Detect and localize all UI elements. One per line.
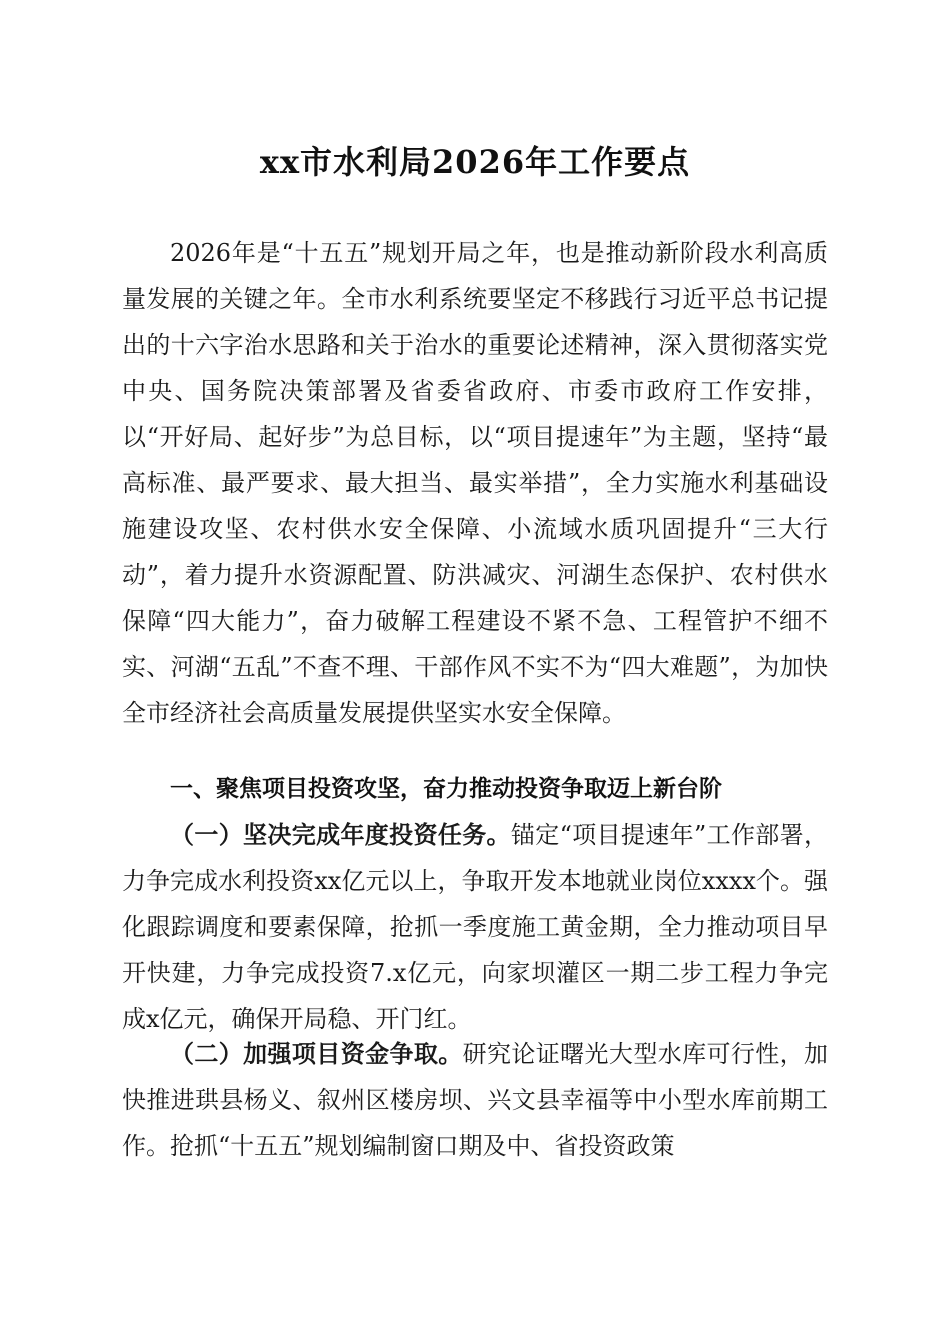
item-1-lead: （一）坚决完成年度投资任务。 <box>170 820 511 849</box>
section-heading-1: 一、聚焦项目投资攻坚，奋力推动投资争取迈上新台阶 <box>170 776 722 802</box>
intro-paragraph: 2026年是“十五五”规划开局之年，也是推动新阶段水利高质量发展的关键之年。全市水利系统要坚定不移践行习近平总书记提出的十六字治水思路和关于治水的重要论述精神，深入贯彻落实党中央、国务院决策部署及省委省政府、市委市政府工作安排，以“开好局、起好步”为总目标，以“项目提速年”为主题，坚持“最高标准、最严要求、最大担当、最实举措”，全力实施水利基础设施建设攻坚、农村供水安全保障、小流域水质巩固提升“三大行动”，着力提升水资源配置、防洪减灾、河湖生态保护、农村供水保障“四大能力”，奋力破解工程建设不紧不急、工程管护不细不实、河湖“五乱”不查不理、干部作风不实不为“四大难题”，为加快全市经济社会高质量发展提供坚实水安全保障。 <box>122 239 828 727</box>
item-2-body: 研究论证曙光大型水库可行性，加快推进珙县杨义、叙州区楼房坝、兴文县幸福等中小型水库前期工作。抢抓“十五五”规划编制窗口期及中、省投资政策 <box>122 1040 829 1160</box>
item-2-paragraph <box>122 1031 828 1169</box>
item-2-lead: （二）加强项目资金争取。 <box>170 1039 463 1068</box>
item-1-body: 锚定“项目提速年”工作部署，力争完成水利投资xx亿元以上，争取开发本地就业岗位xxxx个。强化跟踪调度和要素保障，抢抓一季度施工黄金期，全力推动项目早开快建，力争完成投资7.x亿元，向家坝灌区一期二步工程力争完成x亿元，确保开局稳、开门红。 <box>122 821 828 1033</box>
item-1-paragraph <box>122 812 828 1042</box>
document-title: xx市水利局2026年工作要点 <box>259 143 691 181</box>
